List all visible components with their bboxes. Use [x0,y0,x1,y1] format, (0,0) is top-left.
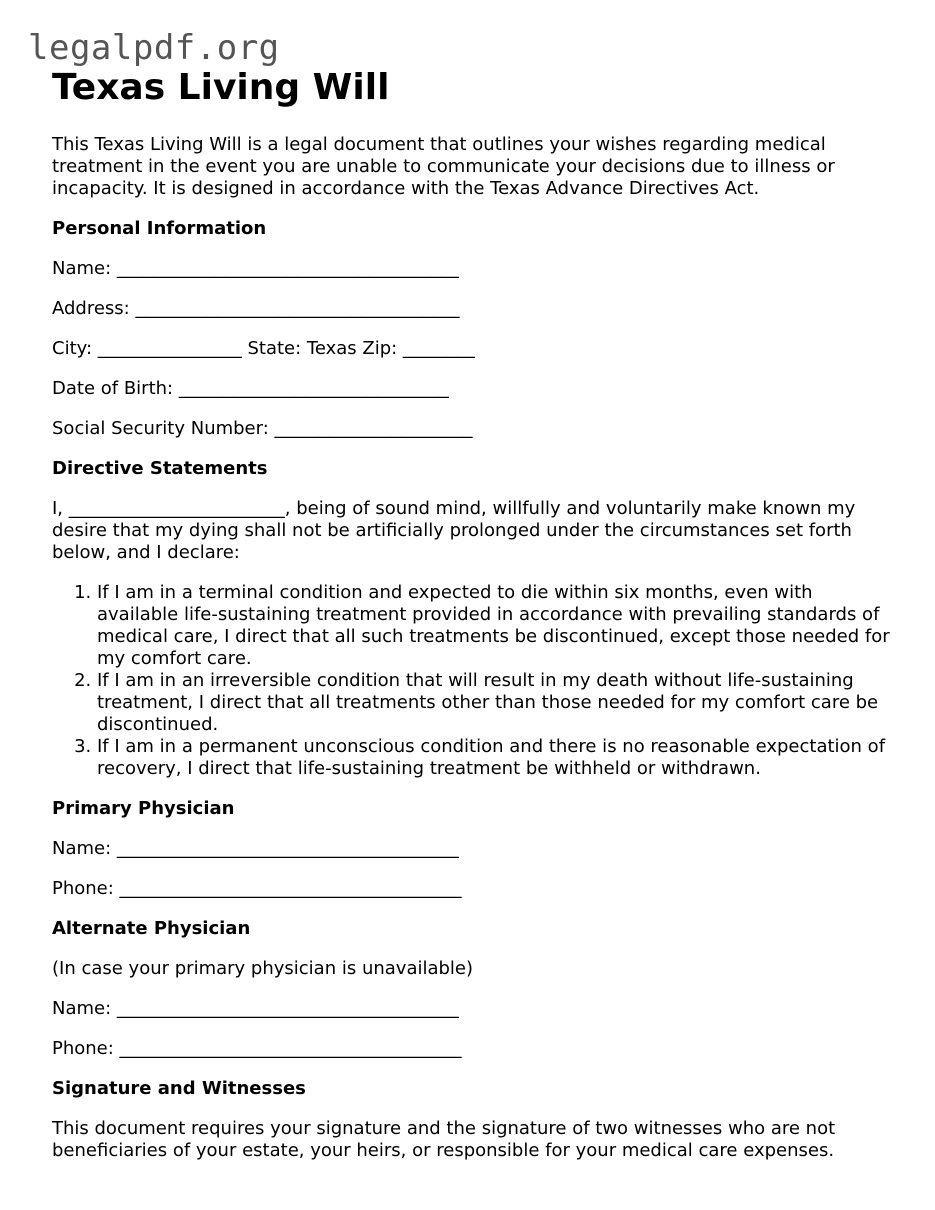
directive-item: 3. If I am in a permanent unconscious condition and there is no reasonable expectation of recovery, I direct that life-sustaining treatment be withheld or withdrawn. [97,736,892,780]
directive-statements-heading: Directive Statements [52,458,268,479]
directive-list [52,582,892,780]
directive-item: 2. If I am in an irreversible condition that will result in my death without life-sustaining treatment, I direct that all treatments other than those needed for my comfort care be discontinued. [97,670,892,736]
directive-declaration: I, ________________________, being of sound mind, willfully and voluntarily make known my desire that my dying shall not be artificially prolonged under the circumstances set forth below, and I declare: [52,498,856,563]
intro-paragraph: This Texas Living Will is a legal document that outlines your wishes regarding medical treatment in the event you are unable to communicate your decisions due to illness or incapacity. It is designed in accordance with the Texas Advance Directives Act. [52,134,835,199]
document [52,66,892,1162]
directive-item: 1. If I am in a terminal condition and expected to die within six months, even with available life-sustaining treatment provided in accordance with prevailing standards of medical care, I direct that all such treatments be discontinued, except those needed for my comfort care. [97,582,892,670]
personal-ssn-field: Social Security Number: ______________________ [52,418,473,439]
primary-physician-name-field: Name: ______________________________________ [52,838,459,859]
personal-information-heading: Personal Information [52,218,267,239]
page-title: Texas Living Will [52,67,390,108]
primary-physician-phone-field: Phone: ______________________________________ [52,878,462,899]
alternate-physician-phone-field: Phone: ______________________________________ [52,1038,462,1059]
primary-physician-heading: Primary Physician [52,798,235,819]
alternate-physician-heading: Alternate Physician [52,918,251,939]
personal-address-field: Address: ____________________________________ [52,298,460,319]
personal-city-state-zip-field: City: ________________ State: Texas Zip: ________ [52,338,475,359]
alternate-physician-name-field: Name: ______________________________________ [52,998,459,1019]
signature-witnesses-heading: Signature and Witnesses [52,1078,306,1099]
signature-witnesses-text: This document requires your signature and the signature of two witnesses who are not beneficiaries of your estate, your heirs, or responsible for your medical care expenses. [52,1118,836,1161]
personal-dob-field: Date of Birth: ______________________________ [52,378,449,399]
watermark-logo: legalpdf.org [28,28,280,68]
alternate-physician-note: (In case your primary physician is unavailable) [52,958,474,979]
personal-name-field: Name: ______________________________________ [52,258,459,279]
